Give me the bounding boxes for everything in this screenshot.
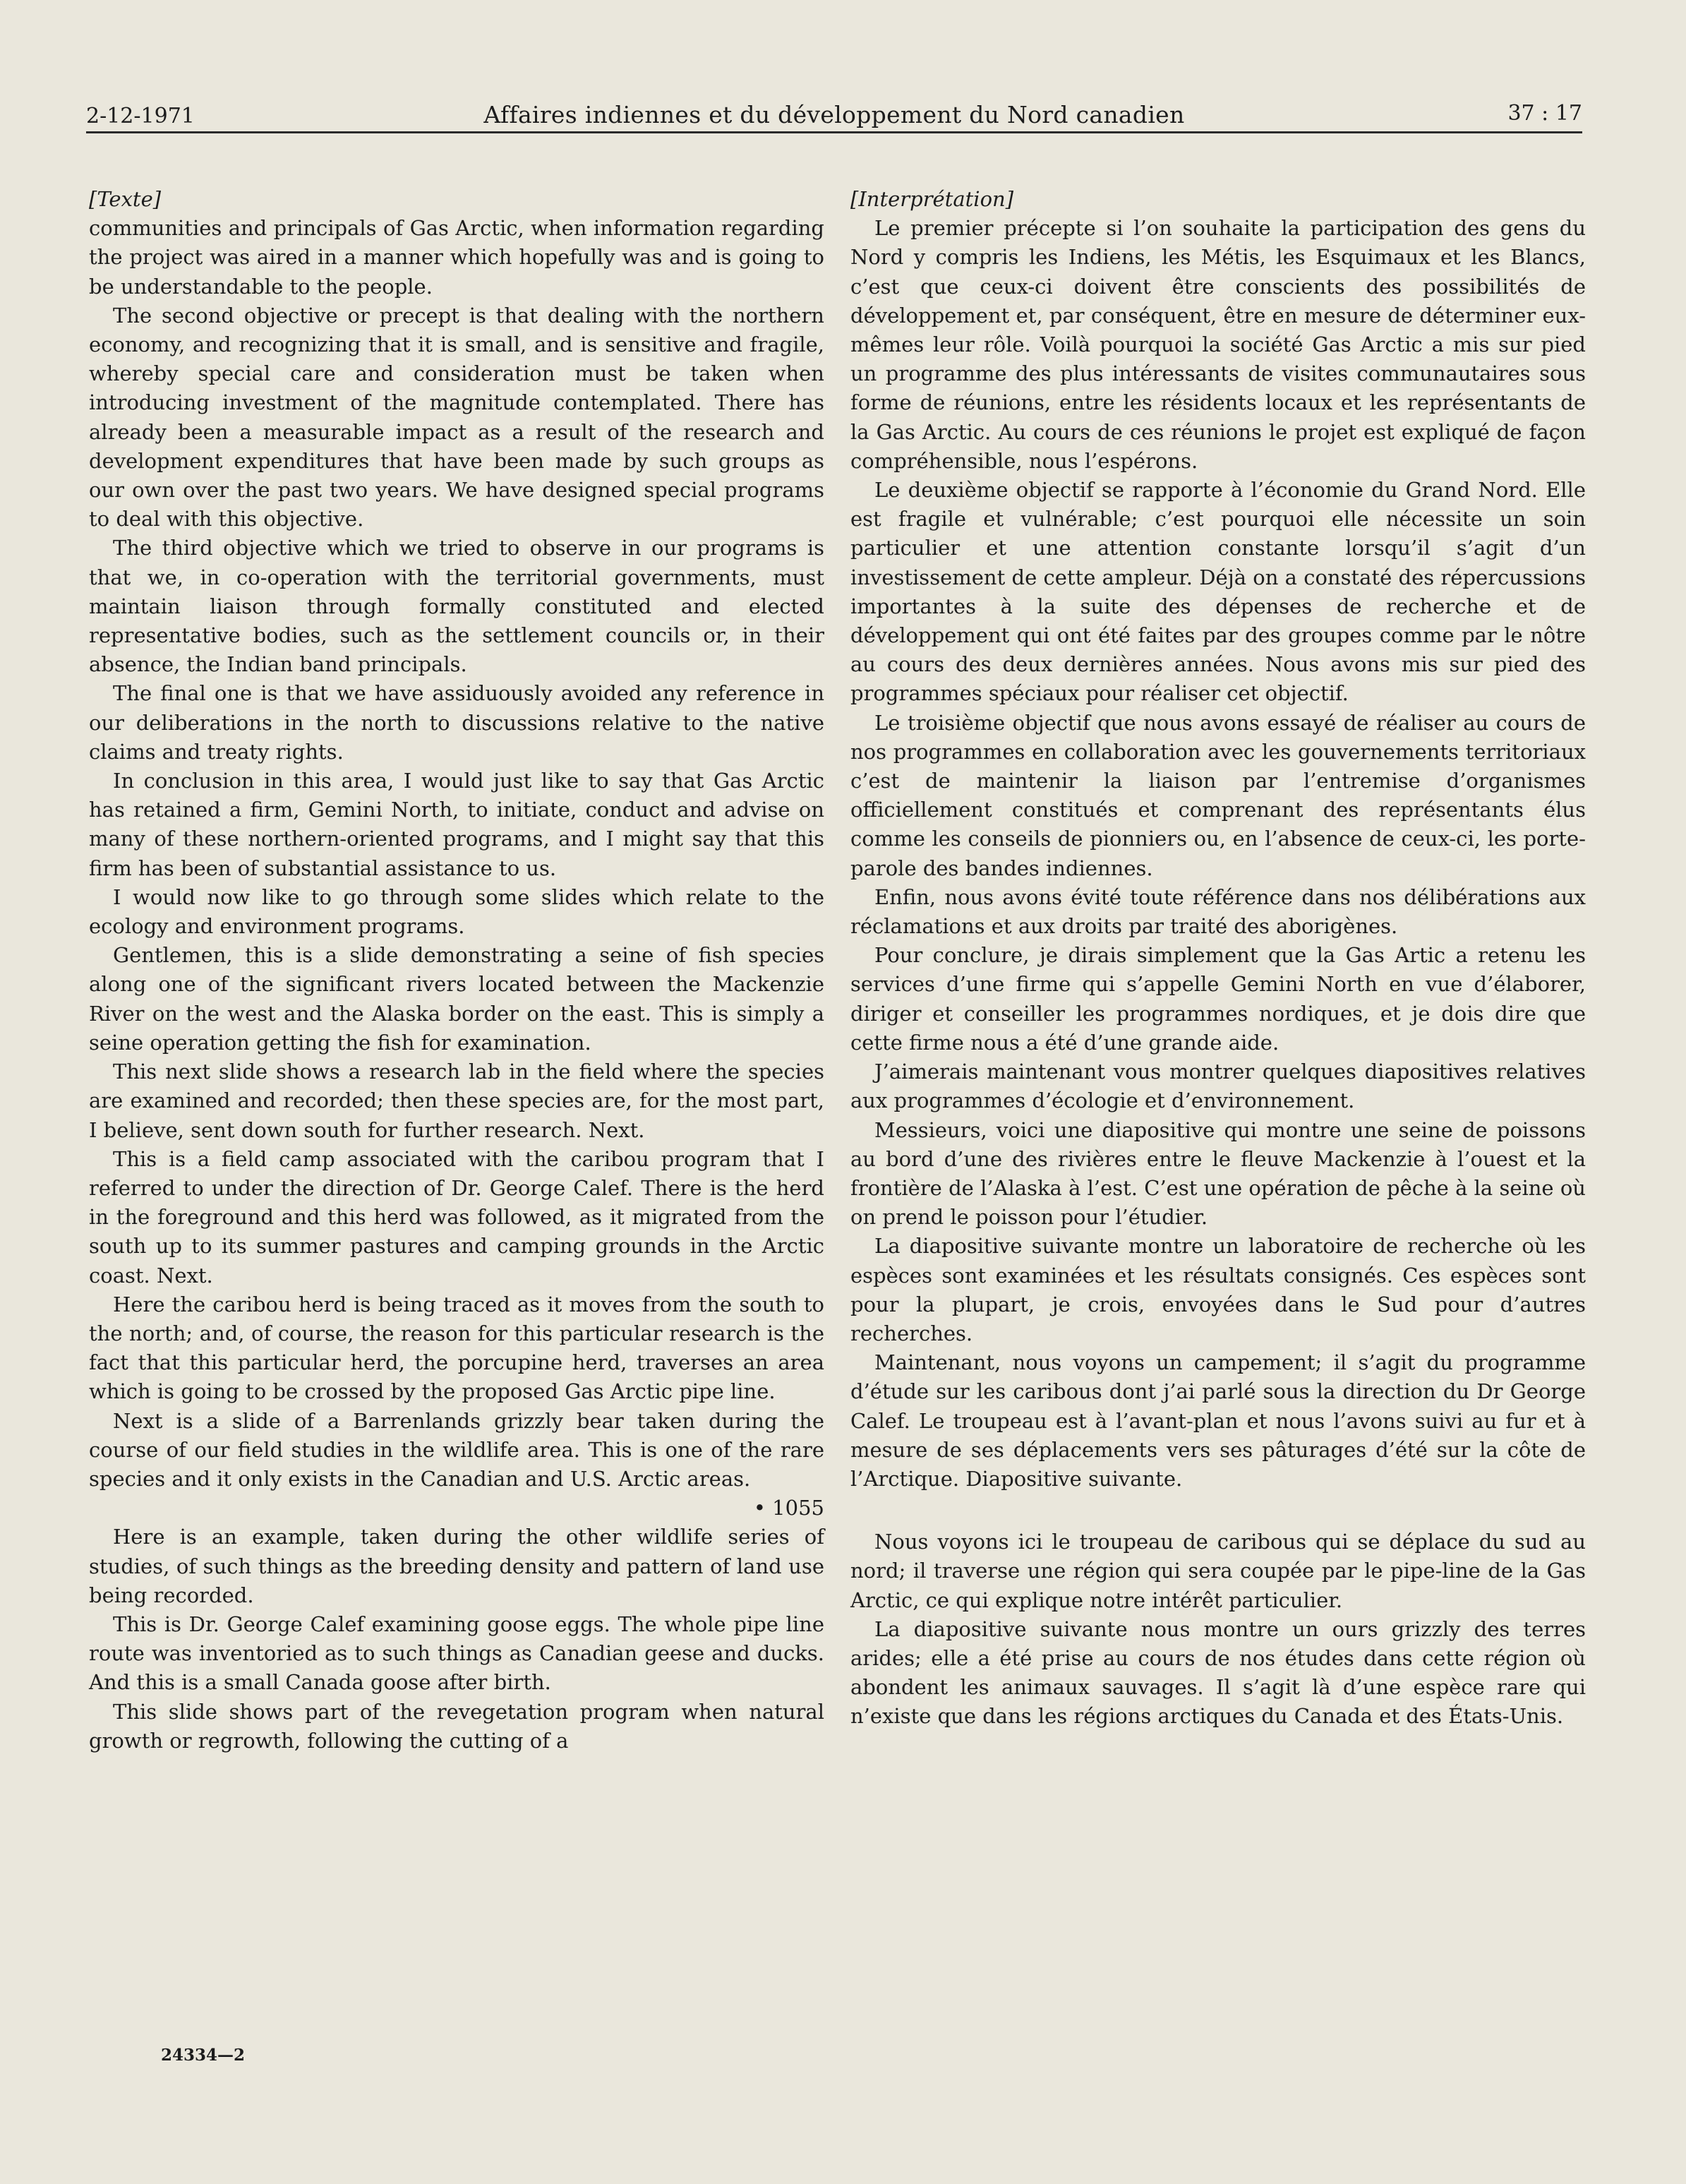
paragraph: The final one is that we have assiduously avoided any reference in our deliberations in the north to discussions relative to the native claims and treaty rights. <box>89 681 824 764</box>
paragraph: Nous voyons ici le troupeau de caribous qui se déplace du sud au nord; il traverse une région qui sera coupée par le pipe-line de la Gas Arctic, ce qui explique notre intérêt particulier. <box>850 1530 1586 1612</box>
column-label-interpretation: [Interprétation] <box>850 187 1014 211</box>
running-header <box>86 86 1582 133</box>
paragraph: This is Dr. George Calef examining goose eggs. The whole pipe line route was inventoried as to such things as Canadian geese and ducks. And this is a small Canada goose after birth. <box>89 1612 824 1695</box>
paragraph: Next is a slide of a Barrenlands grizzly bear taken during the course of our field studies in the wildlife area. This is one of the rare species and it only exists in the Canadian and U.S. Arctic areas. <box>89 1408 824 1491</box>
paragraph: In conclusion in this area, I would just like to say that Gas Arctic has retained a firm, Gemini North, to initiate, conduct and advise on many of these northern-oriented programs, and I might say that this firm has been of substantial assistance to us. <box>89 769 824 880</box>
paragraph: J’aimerais maintenant vous montrer quelques diapositives relatives aux programmes d’écologie et d’environnement. <box>850 1060 1586 1113</box>
paragraph: Enfin, nous avons évité toute référence dans nos délibérations aux réclamations et aux droits par traité des aborigènes. <box>850 884 1586 939</box>
paragraph: Here is an example, taken during the other wildlife series of studies, of such things as the breeding density and pattern of land use being recorded. <box>89 1525 824 1607</box>
paragraph: This slide shows part of the revegetation program when natural growth or regrowth, following the cutting of a <box>89 1699 824 1753</box>
paragraph: Maintenant, nous voyons un campement; il s’agit du programme d’étude sur les caribous dont j’ai parlé sous la direction du Dr George Calef. Le troupeau est à l’avant-plan et nous l’avons suivi au fur et à mesure de ses déplacements vers ses pâturages d’été sur la côte de l’Arctique. Diapositive suivante. <box>850 1350 1586 1491</box>
english-column <box>89 185 824 1756</box>
paragraph: La diapositive suivante montre un laboratoire de recherche où les espèces sont examinées et les résultats consignés. Ces espèces sont pour la plupart, je crois, envoyées dans le Sud pour d’autres recherches. <box>850 1234 1586 1345</box>
header-date: 2-12-1971 <box>86 104 195 128</box>
section-gap <box>850 1494 1586 1528</box>
paragraph: Pour conclure, je dirais simplement que la Gas Artic a retenu les services d’une firme qui s’appelle Gemini North en vue d’élaborer, diriger et conseiller les programmes nordiques, et je dois dire que cette firme nous a été d’une grande aide. <box>850 943 1586 1055</box>
paragraph: communities and principals of Gas Arctic, when information regarding the project was aired in a manner which hopefully was and is going to be understandable to the people. <box>89 216 824 299</box>
paragraph: Messieurs, voici une diapositive qui montre une seine de poissons au bord d’une des rivières entre le fleuve Mackenzie à l’ouest et la frontière de l’Alaska à l’est. C’est une opération de pêche à la seine où on prend le poisson pour l’étudier. <box>850 1117 1586 1230</box>
paragraph: Le troisième objectif que nous avons essayé de réaliser au cours de nos programmes en collaboration avec les gouvernements territoriaux c’est de maintenir la liaison par l’entremise d’organismes officiellement constitués et comprenant des représentants élus comme les conseils de pionniers ou, en l’absence de ceux-ci, les porte-parole des bandes indiennes. <box>850 710 1586 880</box>
french-column <box>850 185 1586 1732</box>
header-page-number: 37 : 17 <box>1507 101 1582 126</box>
time-marker: • 1055 <box>753 1496 824 1520</box>
paragraph: This next slide shows a research lab in the field where the species are examined and recorded; then these species are, for the most part, I believe, sent down south for further research. Next. <box>89 1060 824 1142</box>
paragraph: This is a field camp associated with the caribou program that I referred to under the direction of Dr. George Calef. There is the herd in the foreground and this herd was followed, as it migrated from the south up to its summer pastures and camping grounds in the Arctic coast. Next. <box>89 1146 824 1288</box>
footer-code: 24334—2 <box>161 2046 246 2065</box>
paragraph: Le deuxième objectif se rapporte à l’économie du Grand Nord. Elle est fragile et vulnérable; c’est pourquoi elle nécessite un soin particulier et une attention constante lorsqu’il s’agit d’un investissement de cette ampleur. Déjà on a constaté des répercussions importantes à la suite des dépenses de recherche et de développement qui ont été faites par des groupes comme par le nôtre au cours des deux dernières années. Nous avons mis sur pied des programmes spéciaux pour réaliser cet objectif. <box>850 478 1586 706</box>
paragraph: Le premier précepte si l’on souhaite la participation des gens du Nord y compris les Indiens, les Métis, les Esquimaux et les Blancs, c’est que ceux-ci doivent être conscients des possibilités de développement et, par conséquent, être en mesure de déterminer eux-mêmes leur rôle. Voilà pourquoi la société Gas Arctic a mis sur pied un programme des plus intéressants de visites communautaires sous forme de réunions, entre les résidents locaux et les représentants de la Gas Arctic. Au cours de ces réunions le projet est expliqué de façon compréhensible, nous l’espérons. <box>850 216 1586 473</box>
paragraph: La diapositive suivante nous montre un ours grizzly des terres arides; elle a été prise au cours de nos études dans cette région où abondent les animaux sauvages. Il s’agit là d’une espèce rare qui n’existe que dans les régions arctiques du Canada et des États-Unis. <box>850 1616 1586 1729</box>
paragraph: The third objective which we tried to observe in our programs is that we, in co-operation with the territorial governments, must maintain liaison through formally constituted and elected representative bodies, such as the settlement councils or, in their absence, the Indian band principals. <box>89 536 824 677</box>
paragraph: Gentlemen, this is a slide demonstrating a seine of fish species along one of the significant rivers located between the Mackenzie River on the west and the Alaska border on the east. This is simply a seine operation getting the fish for examination. <box>89 943 824 1055</box>
column-label-texte: [Texte] <box>89 187 162 211</box>
paragraph: Here the caribou herd is being traced as it moves from the south to the north; and, of course, the reason for this particular research is the fact that this particular herd, the porcupine herd, traverses an area which is going to be crossed by the proposed Gas Arctic pipe line. <box>89 1292 824 1404</box>
paragraph: The second objective or precept is that dealing with the northern economy, and recognizing that it is small, and is sensitive and fragile, whereby special care and consideration must be taken when introducing investment of the magnitude contemplated. There has already been a measurable impact as a result of the research and development expenditures that have been made by such groups as our own over the past two years. We have designed special programs to deal with this objective. <box>89 303 824 532</box>
header-title: Affaires indiennes et du développement du Nord canadien <box>483 101 1185 128</box>
paragraph: I would now like to go through some slides which relate to the ecology and environment programs. <box>89 884 824 939</box>
